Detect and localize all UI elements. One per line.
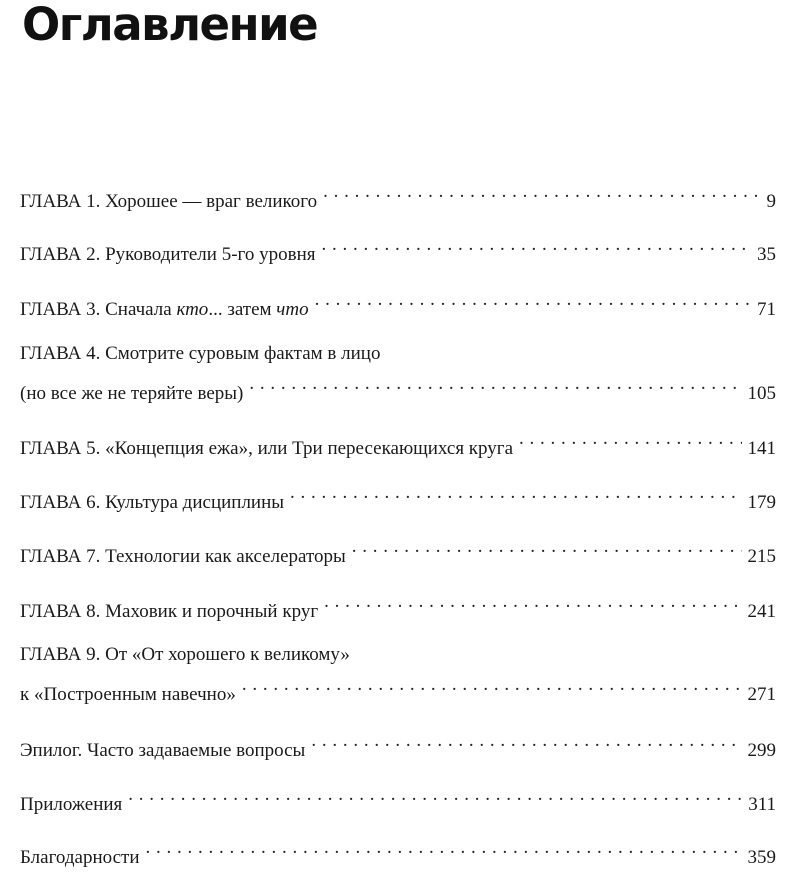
dot-leader	[519, 424, 741, 454]
toc-entry-title-line1: ГЛАВА 9. От «От хорошего к великому»	[20, 644, 350, 665]
toc-entry-page: 141	[747, 438, 776, 459]
dot-leader	[311, 726, 741, 756]
toc-entry-page: 271	[747, 684, 776, 705]
toc-entry-title: ГЛАВА 2. Руководители 5-го уровня	[20, 244, 316, 265]
toc-entry-page: 299	[747, 740, 776, 761]
toc-entry-page: 359	[747, 847, 776, 868]
toc-entry-title-part: ... затем	[208, 299, 277, 320]
toc-entry-page: 215	[747, 546, 776, 567]
dot-leader	[242, 670, 742, 700]
dot-leader	[324, 587, 741, 617]
toc-entry-title: ГЛАВА 5. «Концепция ежа», или Три пересекающихся круга	[20, 438, 514, 459]
toc-entry-title: ГЛАВА 6. Культура дисциплины	[20, 492, 285, 513]
dot-leader	[321, 230, 751, 260]
toc-entry-chapter-3[interactable]	[20, 285, 776, 320]
toc-entry-chapter-9[interactable]	[20, 640, 776, 705]
toc-list	[20, 0, 776, 878]
toc-entry-title-line2: к «Построенным навечно»	[20, 684, 236, 705]
toc-entry-chapter-4[interactable]	[20, 339, 776, 404]
toc-entry-title	[20, 295, 315, 325]
toc-entry-chapter-2[interactable]	[20, 230, 776, 265]
toc-entry-page: 179	[747, 492, 776, 513]
toc-entry-page: 241	[747, 601, 776, 622]
toc-entry-appendices[interactable]	[20, 780, 776, 815]
dot-leader	[315, 285, 751, 315]
toc-entry-title: ГЛАВА 7. Технологии как акселераторы	[20, 546, 346, 567]
toc-entry-chapter-8[interactable]	[20, 587, 776, 622]
toc-entry-title-italic: кто	[176, 299, 209, 320]
toc-entry-title-line2: (но все же не теряйте веры)	[20, 383, 244, 404]
toc-entry-chapter-5[interactable]	[20, 424, 776, 459]
toc-entry-chapter-6[interactable]	[20, 478, 776, 513]
toc-entry-page: 105	[747, 383, 776, 404]
dot-leader	[249, 369, 741, 399]
dot-leader	[128, 780, 742, 810]
page-title: Оглавление	[22, 0, 318, 51]
toc-entry-title-line1: ГЛАВА 4. Смотрите суровым фактам в лицо	[20, 343, 381, 364]
toc-entry-title: Приложения	[20, 794, 123, 815]
toc-entry-page: 71	[757, 299, 776, 320]
toc-entry-chapter-1[interactable]	[20, 177, 776, 212]
toc-entry-epilogue[interactable]	[20, 726, 776, 761]
dot-leader	[352, 532, 742, 562]
toc-entry-title-part: ГЛАВА 3. Сначала	[20, 299, 177, 320]
toc-entry-chapter-7[interactable]	[20, 532, 776, 567]
toc-entry-page: 9	[766, 191, 776, 212]
toc-entry-title: ГЛАВА 1. Хорошее — враг великого	[20, 191, 318, 212]
toc-entry-acknowledgements[interactable]	[20, 833, 776, 868]
dot-leader	[290, 478, 741, 508]
toc-entry-title: Благодарности	[20, 847, 140, 868]
toc-entry-title-italic: что	[276, 299, 309, 320]
toc-entry-page: 311	[748, 794, 776, 815]
dot-leader	[146, 833, 742, 863]
dot-leader	[323, 177, 760, 207]
toc-entry-title: Эпилог. Часто задаваемые вопросы	[20, 740, 306, 761]
toc-entry-title: ГЛАВА 8. Маховик и порочный круг	[20, 601, 319, 622]
toc-entry-page: 35	[757, 244, 776, 265]
